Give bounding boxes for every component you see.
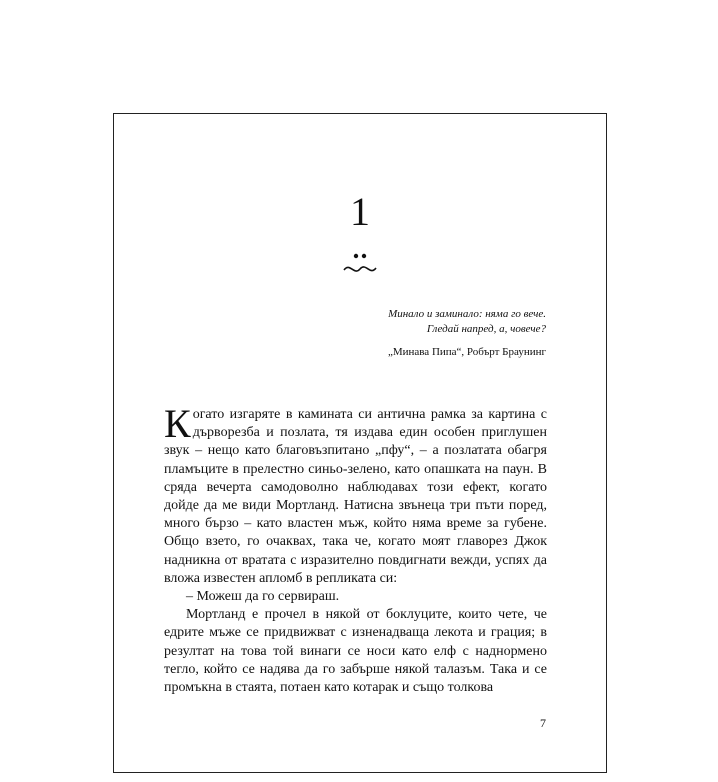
drop-cap: К bbox=[164, 401, 191, 446]
book-page bbox=[113, 113, 607, 773]
paragraph-1-text: огато изгаряте в камината си антична рамка за картина с дърворезба и позлата, тя издава един особен приглушен звук – нещо като благовъзпитано „пфу“, – а позлатата обагря пламъците в прелестно синьо-зелено, като опашката на паун. В сряда вечерта самодоволно наблюдавах този ефект, когато дойде да ме види Мортланд. Натисна звънеца три пъти поред, много бързо – като властен мъж, който няма време за губене. Общо взето, го очаквах, така че, когато моят главорез Джок надникна от вратата с изразително повдигнати вежди, успях да вложа известен апломб в репликата си: bbox=[164, 407, 547, 586]
chapter-body bbox=[164, 401, 547, 697]
paragraph-2: – Можеш да го сервираш. bbox=[186, 589, 340, 605]
epigraph-attribution: „Минава Пипа“, Робърт Браунинг bbox=[387, 346, 546, 358]
chapter-number: 1 bbox=[350, 189, 370, 234]
paragraph-1 bbox=[164, 401, 547, 588]
epigraph bbox=[388, 307, 546, 360]
epigraph-line-1: Минало и заминало: няма го вече. bbox=[388, 308, 546, 320]
ornament-icon bbox=[342, 250, 378, 278]
epigraph-line-2: Гледай напред, а, човече? bbox=[426, 323, 546, 335]
page-number: 7 bbox=[540, 716, 546, 730]
paragraph-3: Мортланд е прочел в някой от боклуците, които чете, че едрите мъже се придвижват с изненадваща лекота и грация; в резултат на това той винаги се носи като елф с наднормено тегло, който се надява да го забърше някой талазъм. Така и се промъкна в стаята, потаен като котарак и също толкова bbox=[164, 607, 547, 696]
